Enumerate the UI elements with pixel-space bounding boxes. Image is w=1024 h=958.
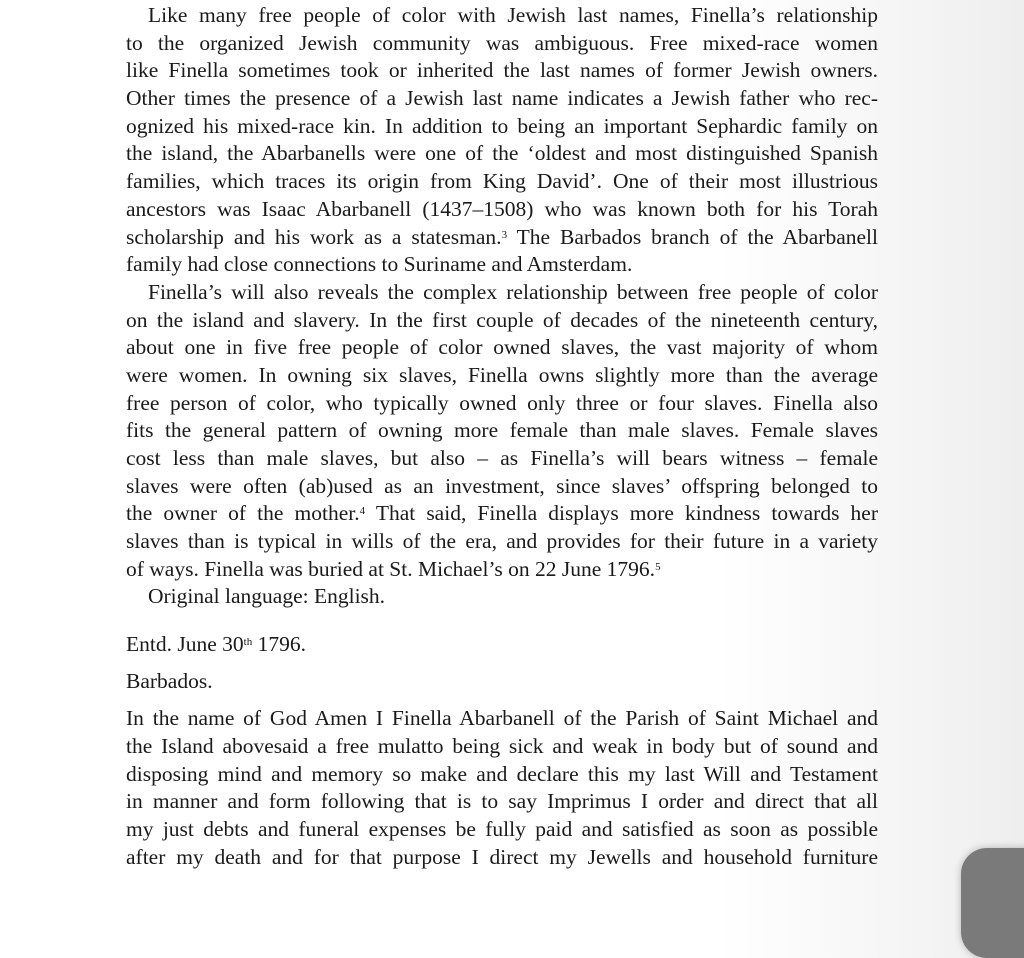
text-line [126, 224, 878, 252]
text-line: about one in five free people of color owned slaves, the vast majority of whom [126, 335, 878, 360]
text-line: free person of color, who typically owned only three or four slaves. Finella also [126, 390, 878, 415]
text-line: disposing mind and memory so make and declare this my last Will and Testament [126, 761, 878, 786]
paragraph-slavery [126, 279, 878, 584]
original-language-note [126, 583, 878, 611]
text-line: Original language: English. [148, 584, 386, 609]
text-segment: scholarship and his work as a statesman. [126, 224, 502, 249]
text-segment: of ways. Finella was buried at St. Michael’s on 22 June 1796. [126, 556, 656, 581]
text-line [126, 500, 878, 528]
footnote-marker: 5 [655, 560, 661, 573]
footnote-marker: 3 [501, 228, 508, 241]
text-line: In the name of God Amen I Finella Abarbanell of the Parish of Saint Michael and [126, 706, 878, 731]
will-header [126, 631, 878, 695]
text-line: to the organized Jewish community was ambiguous. Free mixed-race women [126, 30, 878, 55]
text-line: Like many free people of color with Jewish last names, Finella’s relationship [148, 3, 878, 27]
text-segment: the owner of the mother. [126, 501, 360, 526]
text-segment: Entd. June 30 [126, 632, 244, 657]
text-line [126, 556, 878, 584]
text-line: family had close connections to Suriname and Amsterdam. [126, 252, 633, 277]
paragraph-jewish-community [126, 2, 878, 279]
text-line: ancestors was Isaac Abarbanell (1437–1508) who was known both for his Torah [126, 196, 878, 221]
footnote-marker: 4 [359, 505, 366, 518]
text-line: my just debts and funeral expenses be fully paid and satisfied as soon as possible [126, 816, 878, 841]
text-line: the island, the Abarbanells were one of the ‘oldest and most distinguished Spanish [126, 141, 878, 166]
text-line: like Finella sometimes took or inherited the last names of former Jewish owners. [126, 58, 878, 83]
will-transcription [126, 705, 878, 871]
floating-action-button[interactable] [961, 848, 1024, 958]
text-line: slaves than is typical in wills of the era, and provides for their future in a variety [126, 529, 878, 554]
text-line: fits the general pattern of owning more female than male slaves. Female slaves [126, 418, 878, 443]
text-line: cost less than male slaves, but also – as Finella’s will bears witness – female [126, 446, 878, 470]
text-line: slaves were often (ab)used as an investment, since slaves’ offspring belonged to [126, 473, 878, 498]
text-segment: That said, Finella displays more kindness towards her [365, 501, 878, 526]
entry-date [126, 631, 878, 658]
text-line: after my death and for that purpose I direct my Jewells and household furniture [126, 844, 878, 869]
document-page [126, 2, 878, 871]
text-segment: 1796. [252, 632, 306, 657]
text-line: were women. In owning six slaves, Finella owns slightly more than the average [126, 362, 878, 387]
text-line: in manner and form following that is to say Imprimus I order and direct that all [126, 789, 878, 814]
text-line: on the island and slavery. In the first couple of decades of the nineteenth century, [126, 307, 878, 332]
text-line: Other times the presence of a Jewish last name indicates a Jewish father who rec- [126, 86, 878, 111]
text-segment: The Barbados branch of the Abarbanell [507, 224, 878, 249]
text-line: the Island abovesaid a free mulatto being sick and weak in body but of sound and [126, 733, 878, 758]
text-line: families, which traces its origin from King David’. One of their most illustrious [126, 169, 878, 194]
place-name: Barbados. [126, 669, 213, 694]
text-line: ognized his mixed-race kin. In addition to being an important Sephardic family on [126, 113, 878, 138]
text-line: Finella’s will also reveals the complex relationship between free people of color [148, 279, 878, 304]
ordinal-suffix: th [243, 636, 253, 649]
